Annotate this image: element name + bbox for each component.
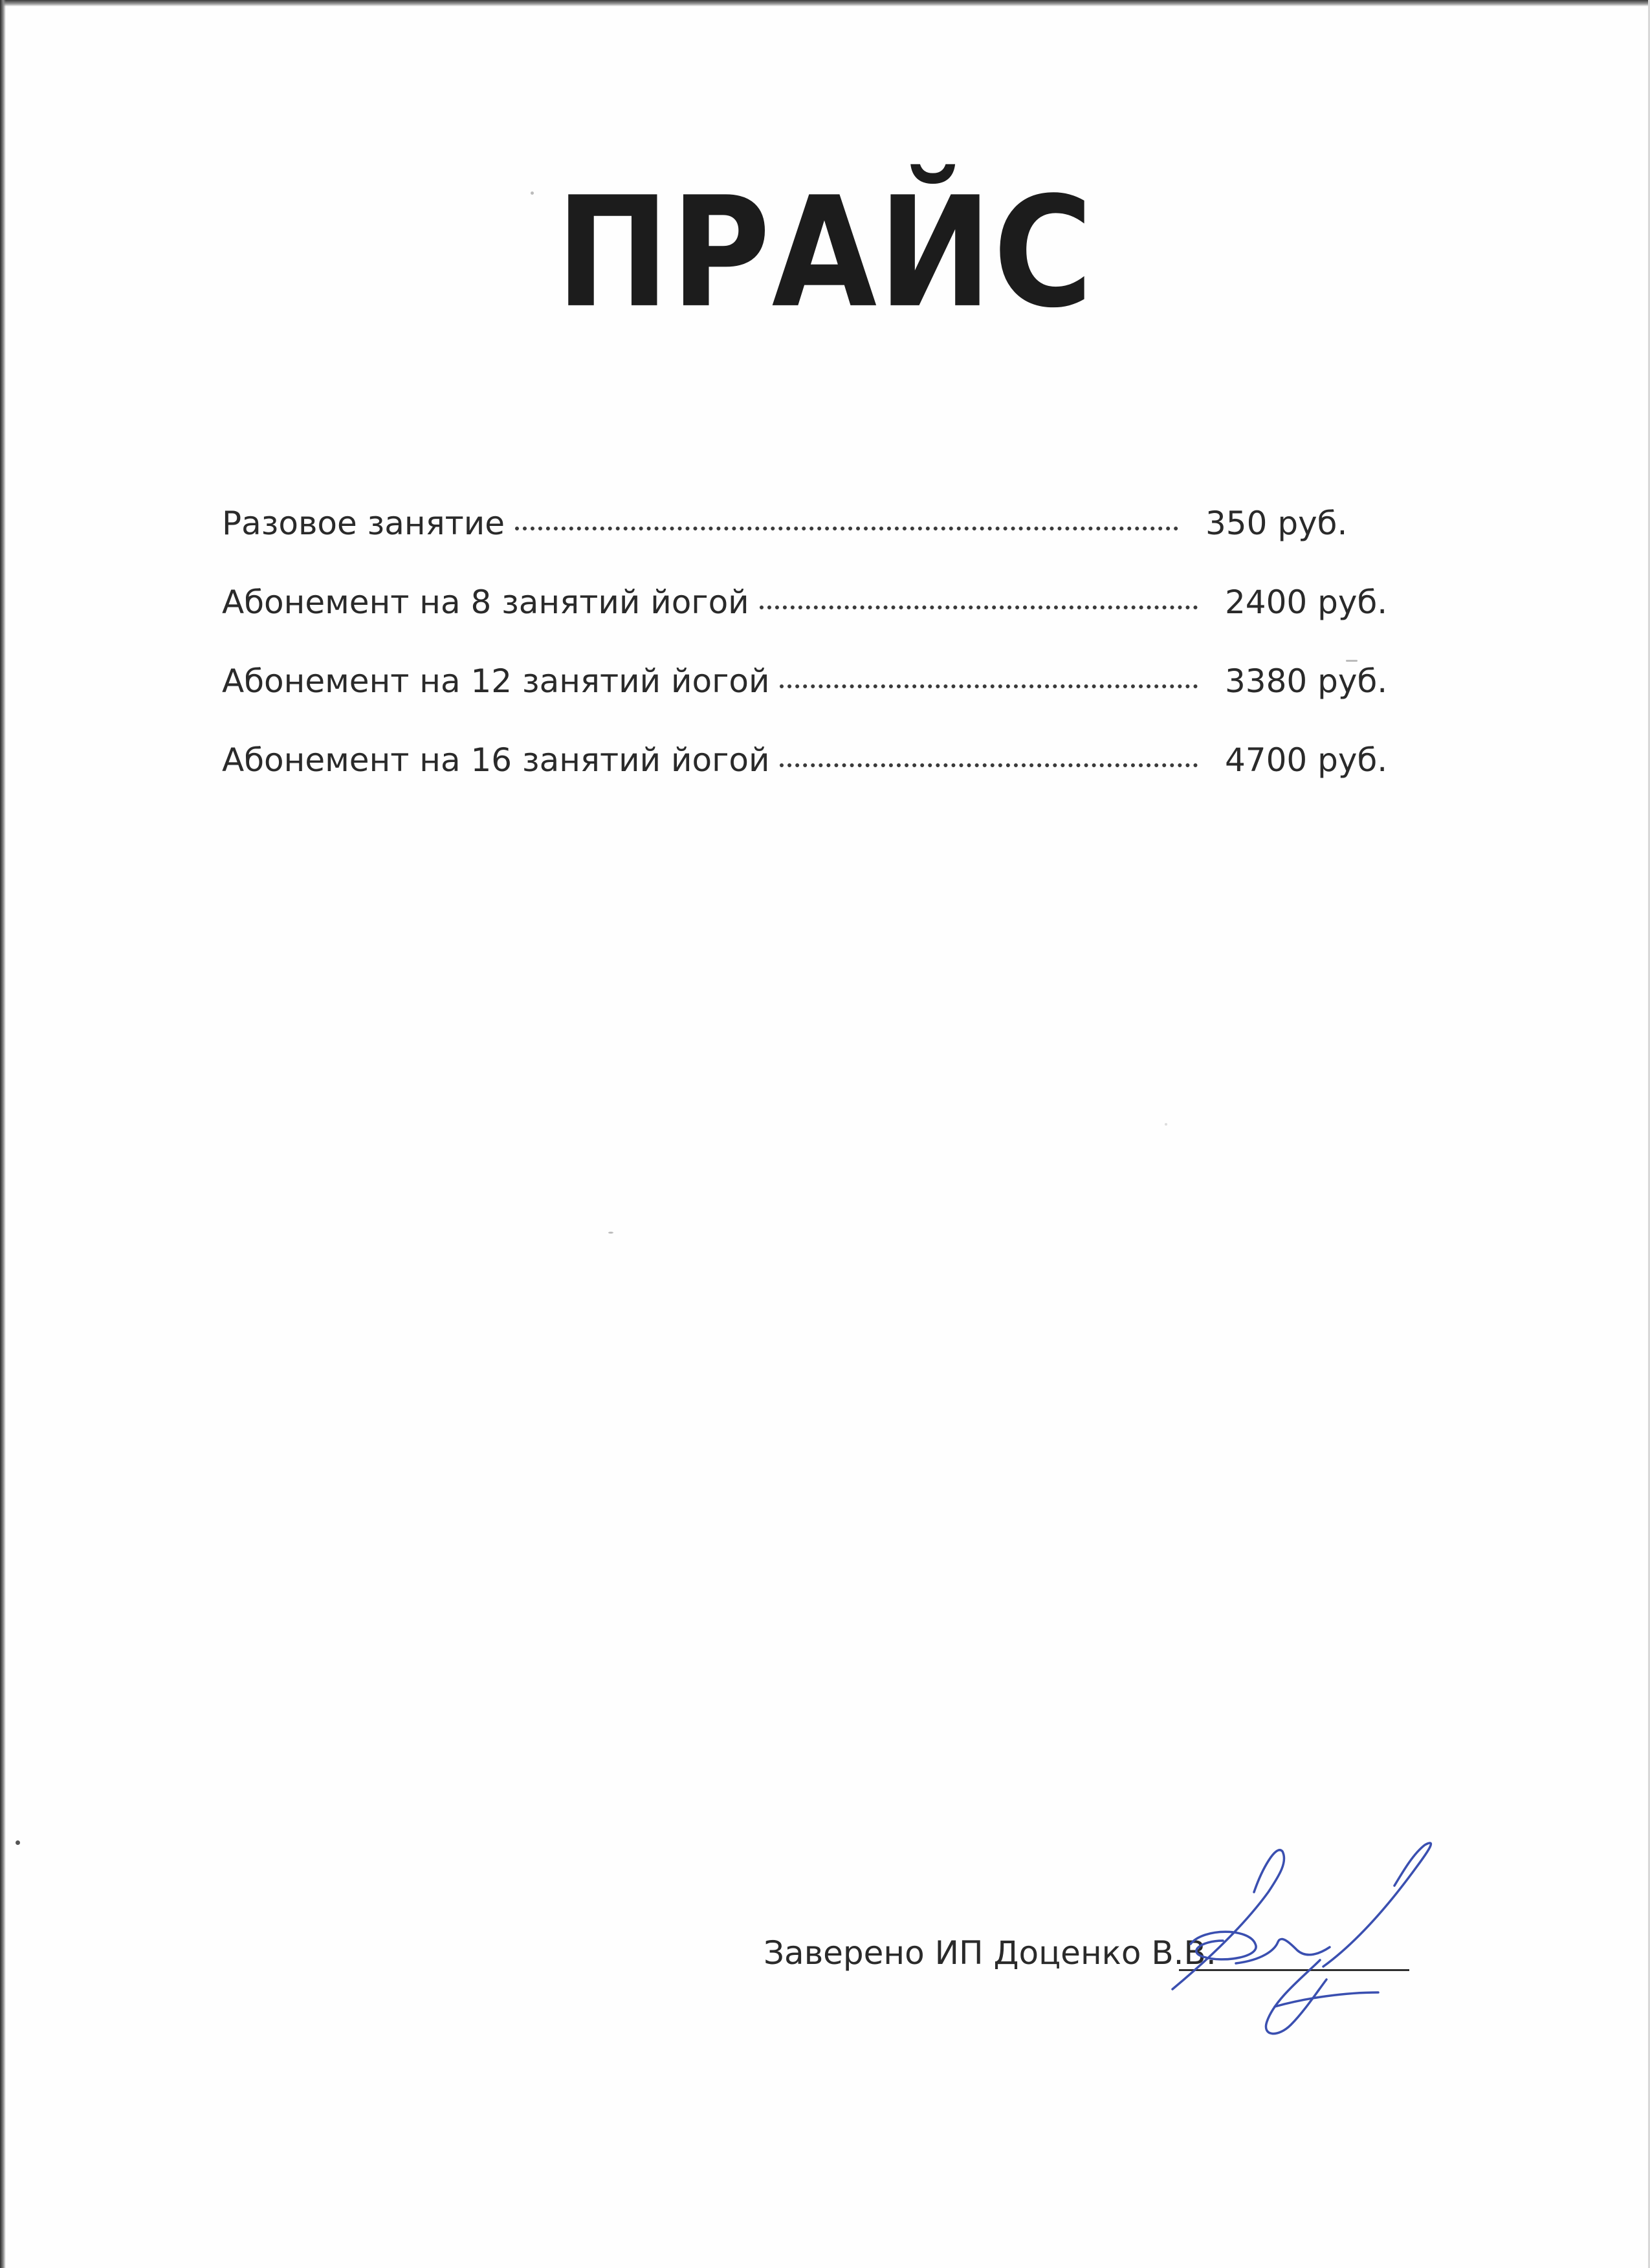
price-row — [222, 662, 1388, 741]
scan-speck — [608, 1232, 613, 1234]
document-title: ПРАЙС — [555, 164, 1095, 342]
price-item-name: Абонемент на 8 занятий йогой — [222, 583, 749, 621]
price-item-name: Абонемент на 12 занятий йогой — [222, 662, 770, 700]
price-item-value: 350 руб. — [1205, 505, 1348, 542]
scan-speck — [1165, 1123, 1167, 1126]
dotted-leader — [515, 527, 1178, 530]
dotted-leader — [760, 605, 1198, 609]
scan-speck — [1346, 660, 1358, 662]
price-item-name: Абонемент на 16 занятий йогой — [222, 741, 770, 779]
scan-speck — [531, 191, 534, 195]
dotted-leader — [780, 763, 1198, 767]
price-item-value: 4700 руб. — [1225, 741, 1388, 779]
scan-speck — [16, 1840, 20, 1845]
price-row — [222, 505, 1374, 583]
price-item-value: 3380 руб. — [1225, 662, 1388, 700]
price-item-name: Разовое занятие — [222, 505, 505, 542]
dotted-leader — [780, 684, 1198, 688]
scan-edge-top — [0, 0, 1650, 6]
price-item-value: 2400 руб. — [1225, 583, 1388, 621]
price-row — [222, 741, 1388, 820]
price-list — [222, 505, 1388, 820]
handwritten-signature — [1165, 1831, 1462, 2051]
certification-text: Заверено ИП Доценко В.В. — [764, 1934, 1216, 1972]
price-row — [222, 583, 1388, 662]
scan-edge-left — [0, 0, 6, 2268]
